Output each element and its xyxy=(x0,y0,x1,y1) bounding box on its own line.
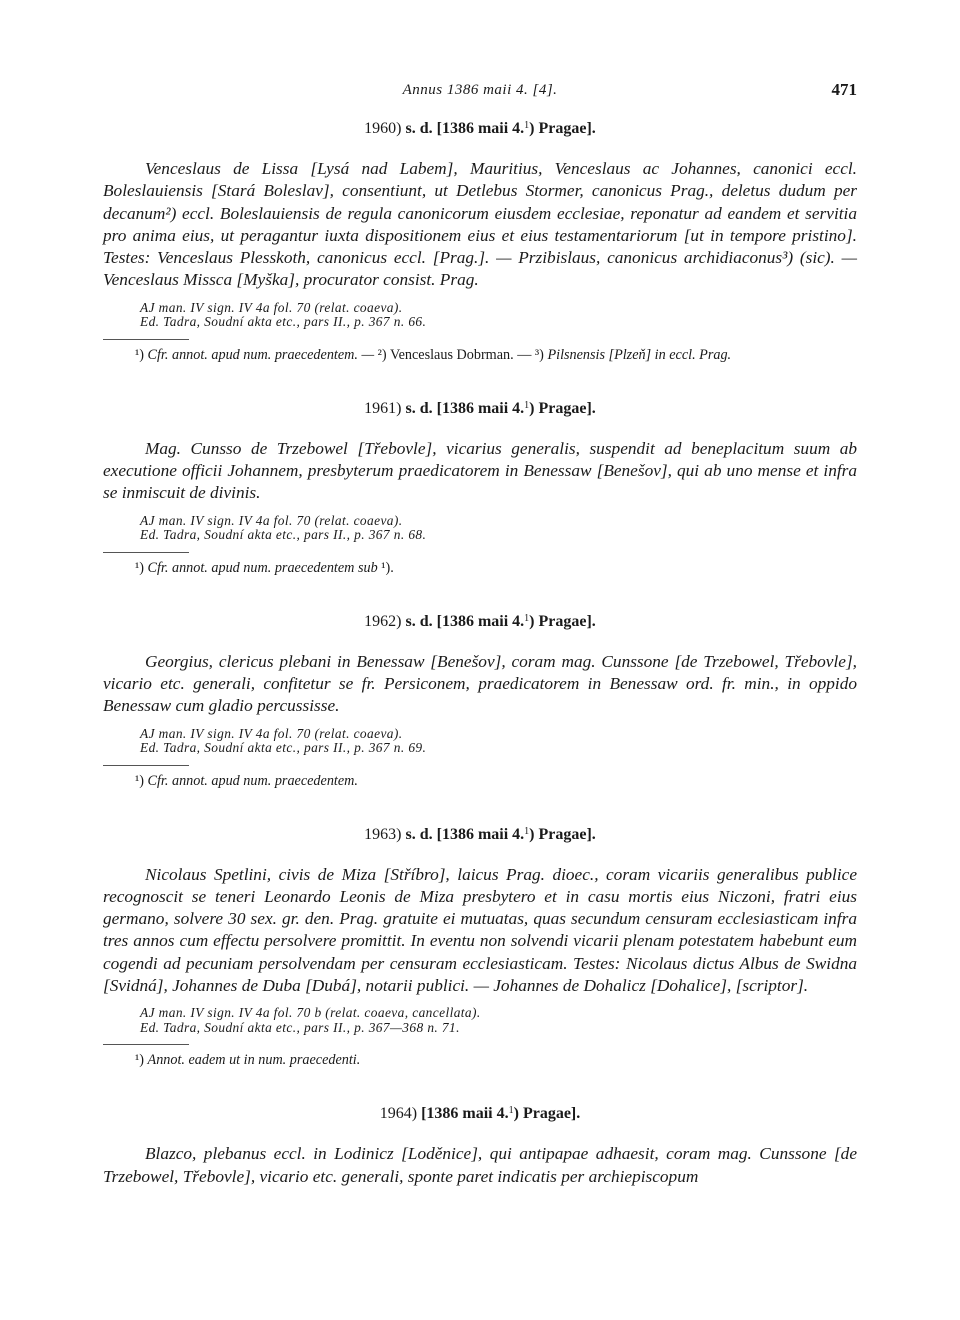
edition-source: Ed. Tadra, Soudní akta etc., pars II., p. 367 n. 69. xyxy=(140,740,427,756)
edition-source: Ed. Tadra, Soudní akta etc., pars II., p. 367 n. 68. xyxy=(140,527,427,543)
entry-gap xyxy=(103,790,857,812)
entry-footnote-ref: 1 xyxy=(524,120,530,131)
edition-source: Ed. Tadra, Soudní akta etc., pars II., p. 367 n. 66. xyxy=(140,314,427,330)
entry-footnote-ref: 1 xyxy=(524,612,530,624)
entry xyxy=(103,1105,857,1188)
entry-place: ) Pragae]. xyxy=(529,612,596,630)
footnote-text: ²) Venceslaus Dobrman. — ³) xyxy=(377,346,548,363)
entry-date-prefix: s. d. xyxy=(405,612,437,630)
footnote-text: Annot. eadem ut in num. praecedenti. xyxy=(147,1052,361,1069)
footnote-text: Cfr. annot. apud num. praecedentem. — xyxy=(147,346,378,363)
entry-heading xyxy=(103,400,857,418)
footnote-text: ¹). xyxy=(381,559,394,576)
footnote-rule xyxy=(103,1044,189,1045)
document-page xyxy=(103,78,857,1188)
entry xyxy=(103,826,857,1092)
footnote xyxy=(103,772,857,790)
entry-date: [1386 maii 4. xyxy=(436,612,525,630)
entry-number: 1961) xyxy=(364,399,406,417)
footnote-text: Cfr. annot. apud num. praecedentem sub xyxy=(147,559,382,576)
footnote-rule xyxy=(103,765,189,766)
entry-place: ) Pragae]. xyxy=(529,399,596,417)
entry-gap xyxy=(103,364,857,386)
entry xyxy=(103,120,857,386)
entry-number: 1964) xyxy=(379,1105,422,1123)
entry-date: [1386 maii 4. xyxy=(436,399,525,417)
running-title: Annus 1386 maii 4. [4]. xyxy=(402,82,558,98)
entry-place: ) Pragae]. xyxy=(513,1105,581,1123)
entry-heading xyxy=(103,120,857,138)
entry-gap xyxy=(103,1069,857,1091)
footnote-text: Pilsnensis [Plzeň] in eccl. Prag. xyxy=(547,346,732,363)
footnote xyxy=(103,1051,857,1069)
footnote-text: ¹) xyxy=(135,772,148,789)
running-head xyxy=(103,78,857,106)
manuscript-source: AJ man. IV sign. IV 4a fol. 70 (relat. coaeva). xyxy=(140,299,403,315)
entry-footnote-ref: 1 xyxy=(524,825,530,837)
entry-footnote-ref: 1 xyxy=(524,399,530,411)
entry-date-prefix: s. d. xyxy=(405,825,437,843)
entry-sources xyxy=(140,1006,857,1035)
entry-place: ) Pragae]. xyxy=(529,120,596,137)
entry xyxy=(103,613,857,812)
entry-heading xyxy=(103,826,857,844)
entry-heading xyxy=(103,1105,857,1123)
entry-date: [1386 maii 4. xyxy=(436,825,525,843)
entry-body: Venceslaus de Lissa [Lysá nad Labem], Mauritius, Venceslaus ac Johannes, canonici eccl. Boleslauiensis [Stará Boleslav], consentiunt, ut Detlebus Stormer, canonicus Prag., deletus dudum per decanum²) eccl. Boleslauiensis de regula canonicorum eiusdem ecclesiae, reponatur ad eandem et servitia pro anima eius, ut peragantur iuxta dispositionem eius et eius testamentariorum [ut in tempore pristino]. Testes: Venceslaus Plesskoth, canonicus eccl. [Prag.]. — Przibislaus, canonicus archidiaconus³) (sic). — Venceslaus Missca [Myška], procurator consist. Prag. xyxy=(103,159,857,290)
entry-date-prefix: s. d. xyxy=(405,120,437,137)
manuscript-source: AJ man. IV sign. IV 4a fol. 70 (relat. coaeva). xyxy=(140,725,403,741)
entry-number: 1963) xyxy=(364,825,406,843)
footnote-text: Cfr. annot. apud num. praecedentem. xyxy=(147,772,358,789)
entry-number: 1960) xyxy=(364,120,406,137)
entry-sources xyxy=(140,727,857,756)
footnote-text: ¹) xyxy=(135,1052,148,1069)
entry-date: [1386 maii 4. xyxy=(436,120,525,137)
entry-sources xyxy=(140,514,857,543)
entry-body: Blazco, plebanus eccl. in Lodinicz [Loděnice], qui antipapae adhaesit, coram mag. Cunssone [de Trzebowel, Třebovle], vicario etc. generali, sponte paret indicatis per archiepiscopum xyxy=(103,1144,857,1186)
entry-sources xyxy=(140,301,857,330)
entry-gap xyxy=(103,577,857,599)
entry xyxy=(103,400,857,599)
page-number: 471 xyxy=(831,80,857,99)
manuscript-source: AJ man. IV sign. IV 4a fol. 70 b (relat. coaeva, cancellata). xyxy=(140,1005,481,1021)
entry-body: Mag. Cunsso de Trzebowel [Třebovle], vicarius generalis, suspendit ad beneplacitum suum ab executione officii Johannem, presbyterum praedicatorem in Benessaw [Benešov], qui ab uno mense et infra se inmiscuit de divinis. xyxy=(103,438,857,503)
entries-container xyxy=(103,120,857,1188)
footnote xyxy=(103,559,857,577)
entry-body: Nicolaus Spetlini, civis de Miza [Stříbro], laicus Prag. dioec., coram vicariis generalibus publice recognoscit se teneri Leonardo Leonis de Miza presbytero et in casu mortis eius Niczoni, fratri eius germano, solvere 30 sex. gr. den. Prag. gratuite ei mutuatas, quas secundum censuram ecclesiasticam infra tres annos cum effectu persolvere promittit. In eventu non solvendi vicarii plenam potestatem habebunt eum cogendi ad pecuniam persolvendam per censuram ecclesiasticam. Testes: Nicolaus dictus Albus de Swidna [Svidná], Johannes de Duba [Dubá], notarii publici. — Johannes de Dohalicz [Dohalice], [scriptor]. xyxy=(103,864,857,996)
entry-place: ) Pragae]. xyxy=(529,825,596,843)
footnote-text: ¹) xyxy=(135,559,148,576)
footnote-text: ¹) xyxy=(135,346,148,363)
entry-heading xyxy=(103,613,857,631)
entry-footnote-ref: 1 xyxy=(508,1105,514,1117)
footnote-rule xyxy=(103,552,189,553)
footnote-rule xyxy=(103,339,189,340)
entry-number: 1962) xyxy=(364,612,406,630)
edition-source: Ed. Tadra, Soudní akta etc., pars II., p. 367—368 n. 71. xyxy=(140,1019,460,1035)
manuscript-source: AJ man. IV sign. IV 4a fol. 70 (relat. coaeva). xyxy=(140,512,403,528)
entry-date-prefix: s. d. xyxy=(405,399,437,417)
entry-body: Georgius, clericus plebani in Benessaw [Benešov], coram mag. Cunssone [de Trzebowel, Třebovle], vicario etc. generali, confitetur se fr. Persiconem, praedicatorem in Benessaw ord. fr. min., in oppido Benessaw cum gladio percussisse. xyxy=(103,651,857,716)
footnote xyxy=(103,346,857,364)
entry-date: [1386 maii 4. xyxy=(421,1105,509,1123)
